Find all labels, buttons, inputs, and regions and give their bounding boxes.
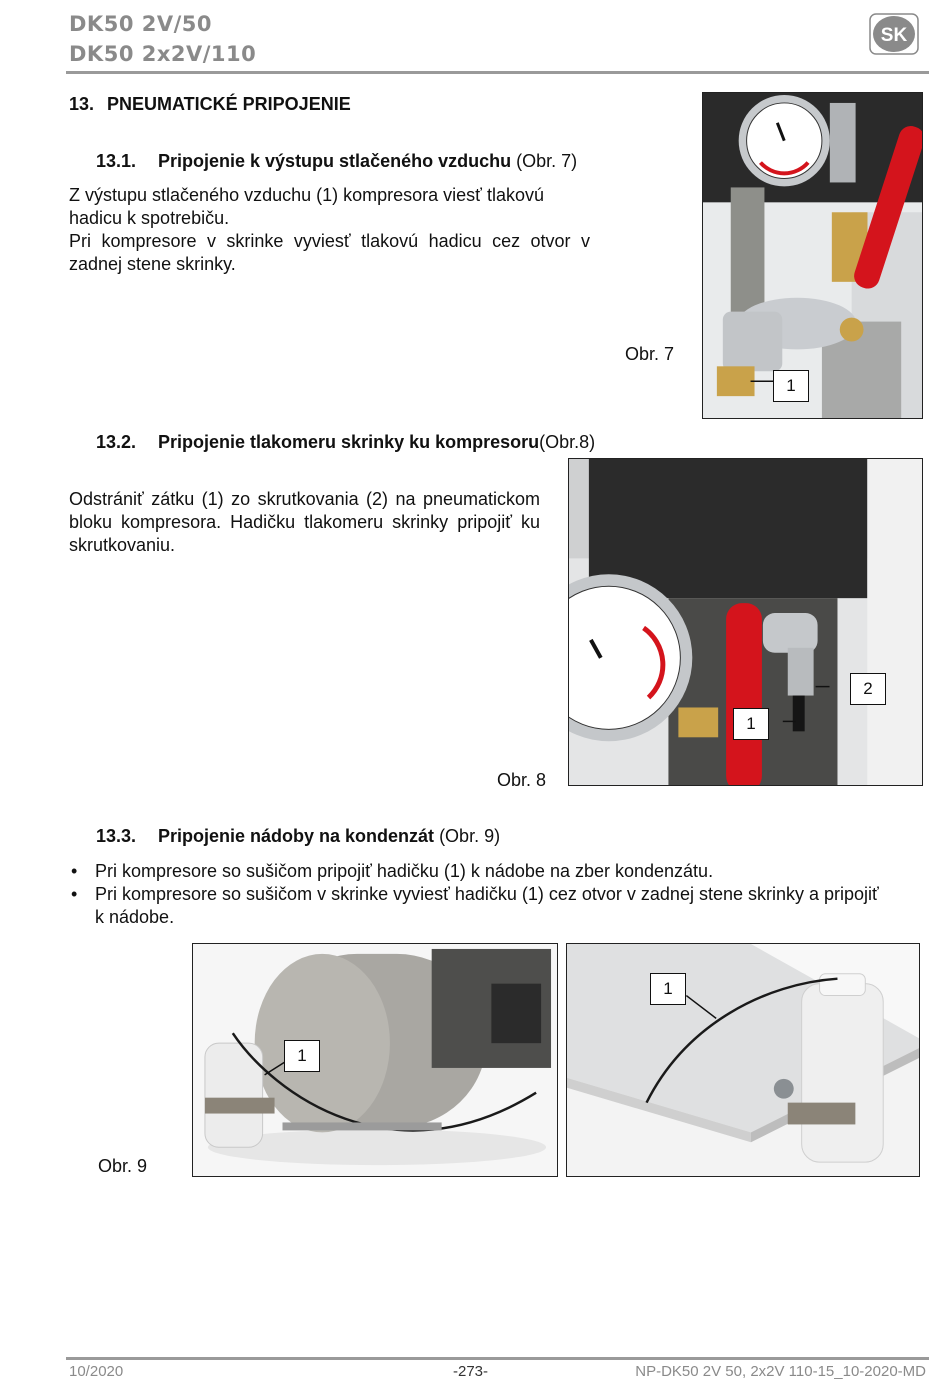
figure-caption-9: Obr. 9 [98, 1156, 148, 1176]
photo-condensate-container-tank [192, 943, 558, 1177]
callout-label: 2 [850, 673, 886, 705]
figure-reference: (Obr. 7) [516, 151, 578, 171]
language-badge-label: SK [880, 25, 908, 46]
paragraph-13-1a: Z výstupu stlačeného vzduchu (1) kompresora viesť tlakovú hadicu k spotrebiču. [69, 185, 544, 228]
figure-reference: (Obr. 9) [439, 826, 501, 846]
header-divider [66, 71, 929, 74]
photo-compressed-air-outlet [702, 92, 923, 419]
callout-label: 1 [773, 370, 809, 402]
subsection-title: Pripojenie tlakomeru skrinky ku kompresoru [158, 432, 540, 452]
model-title-line-2: DK50 2x2V/110 [69, 42, 257, 66]
footer-document-code: NP-DK50 2V 50, 2x2V 110-15_10-2020-MD [635, 1363, 926, 1380]
subsection-heading-13-2 [96, 432, 595, 453]
photo-condensate-container-cabinet [566, 943, 920, 1177]
subsection-number: 13.3. [96, 826, 137, 846]
page-number: -273- [453, 1363, 489, 1380]
subsection-number: 13.2. [96, 432, 137, 452]
footer-date: 10/2020 [69, 1363, 124, 1380]
instruction-list [69, 860, 889, 929]
figure-caption-8: Obr. 8 [497, 770, 547, 790]
callout-label: 1 [650, 973, 686, 1005]
subsection-title: Pripojenie k výstupu stlačeného vzduchu [158, 151, 512, 171]
figure-reference: (Obr.8) [539, 432, 596, 452]
section-heading [69, 94, 351, 115]
paragraph-13-2: Odstrániť zátku (1) zo skrutkovania (2) na pneumatickom bloku kompresora. Hadičku tlakomeru skrinky pripojiť ku skrutkovaniu. [69, 489, 540, 555]
list-item: • Pri kompresore so sušičom pripojiť hadičku (1) k nádobe na zber kondenzátu. [69, 860, 889, 883]
language-badge [869, 12, 919, 56]
figure-caption-7: Obr. 7 [625, 344, 675, 364]
subsection-title: Pripojenie nádoby na kondenzát [158, 826, 435, 846]
model-title-line-1: DK50 2V/50 [69, 12, 212, 36]
paragraph-13-1b: Pri kompresore v skrinke vyviesť tlakovú hadicu cez otvor v zadnej stene skrinky. [69, 231, 590, 274]
callout-label: 1 [284, 1040, 320, 1072]
subsection-heading-13-3 [96, 826, 500, 847]
subsection-number: 13.1. [96, 151, 137, 171]
section-number: 13. [69, 94, 95, 114]
callout-label: 1 [733, 708, 769, 740]
footer-divider [66, 1357, 929, 1360]
list-item: • Pri kompresore so sušičom v skrinke vyviesť hadičku (1) cez otvor v zadnej stene skrinky a pripojiť k nádobe. [69, 883, 889, 929]
section-title: PNEUMATICKÉ PRIPOJENIE [107, 94, 351, 114]
subsection-heading-13-1 [96, 151, 577, 172]
